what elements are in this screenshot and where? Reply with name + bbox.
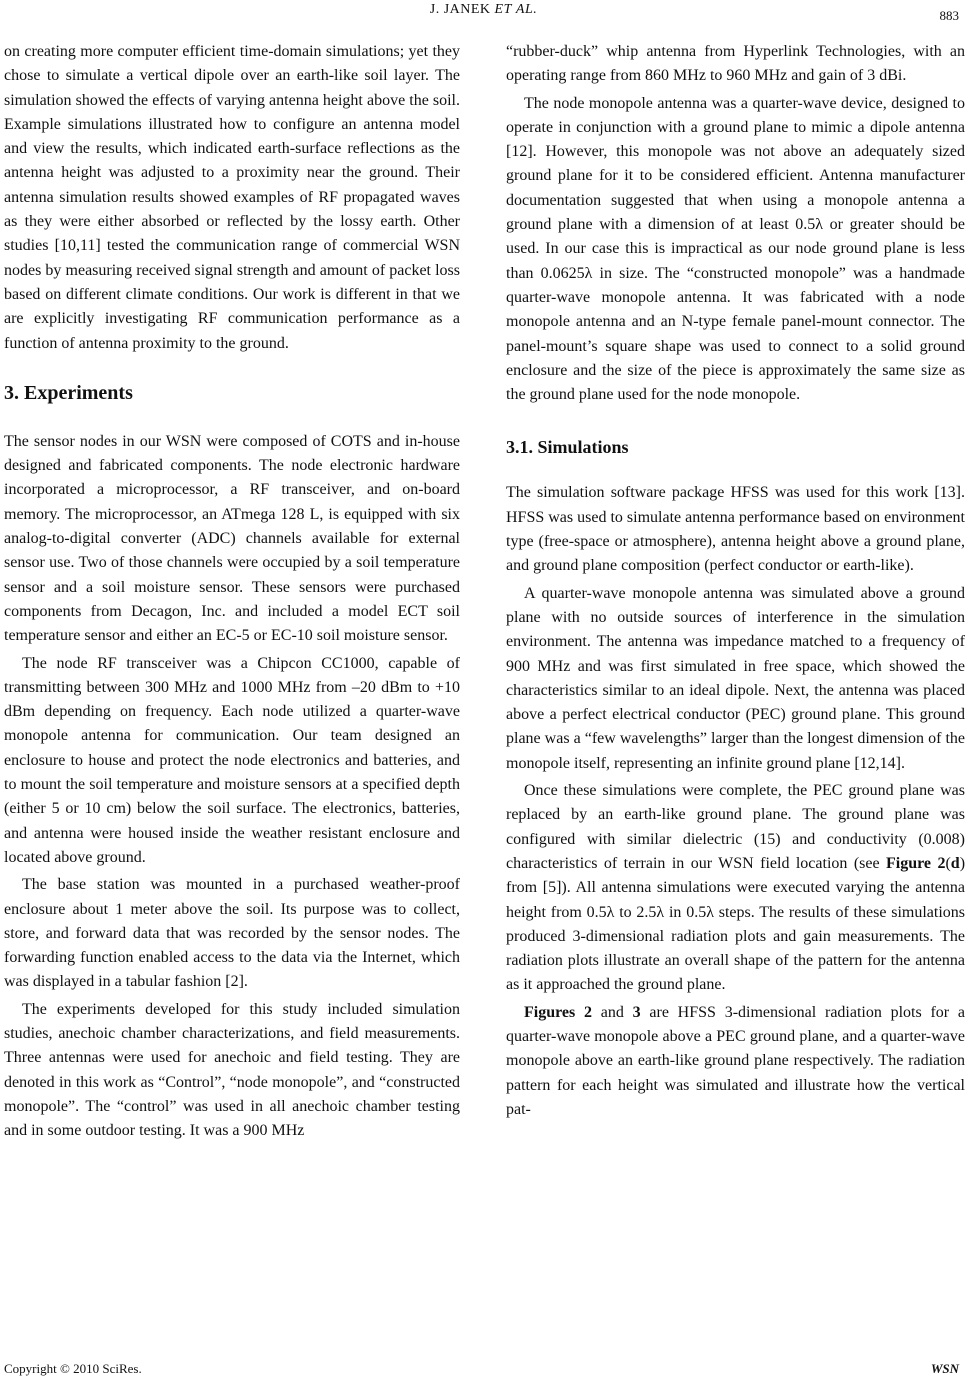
running-head: [0, 2, 967, 24]
p5-text-a: Once these simulations were complete, the PEC ground plane was replaced by an earth-like ground plane. The ground plane was configured with similar dielectric (15) and conductivity (0.008) characteristics of terrain in our WSN field location (see: [506, 782, 965, 872]
page-number: 883: [939, 8, 959, 23]
section-heading-experiments: 3. Experiments: [4, 381, 133, 404]
p5-text-c: ) from [5]). All antenna simulations were executed varying the antenna height from 0.5λ to 2.5λ in 0.5λ steps. The results of these simulations produced 3-dimensional radiation plots and gain measurements. The radiation plots illustrate an overall shape of the pattern for the antenna as it approached the ground plane.: [506, 854, 966, 994]
copyright-notice: Copyright © 2010 SciRes.: [4, 1361, 142, 1376]
right-paragraph-2: The node monopole antenna was a quarter-wave device, designed to operate in conjunction with a ground plane to mimic a dipole antenna [12]. However, this monopole was not above an adequately sized ground plane for it to be considered efficient. Antenna manufacturer documentation suggested that when using a monopole antenna a ground plane with a dimension of at least 0.5λ or greater should be used. In our case this is impractical as our node ground plane is less than 0.0625λ in size. The “constructed monopole” was a handmade quarter-wave monopole antenna. It was fabricated with a node monopole antenna and an N-type female panel-mount connector. The panel-mount’s square shape was used to connect to a solid ground enclosure and the size of the piece is approximately the same size as the ground plane used for the node monopole.: [506, 94, 965, 404]
authors-name: J. JANEK: [429, 2, 491, 17]
authors-et: ET: [494, 2, 512, 17]
right-paragraph-1: “rubber-duck” whip antenna from Hyperlink Technologies, with an operating range from 860 MHz to 960 MHz and gain of 3 dBi.: [506, 43, 965, 85]
left-paragraph-2: The sensor nodes in our WSN were composed of COTS and in-house designed and fabricated components. The node electronic hardware incorporated a microprocessor, a RF transceiver, and on-board memory. The microprocessor, an ATmega 128 L, is equipped with six analog-to-digital converter (ADC) channels available for external sensor use. Two of those channels were occupied by a soil temperature sensor and a soil moisture sensor. These sensors were purchased components from Decagon, Inc. and included a model ECT soil temperature sensor and either an EC-5 or EC-10 soil moisture sensor.: [4, 432, 460, 645]
right-paragraph-5: [506, 779, 965, 998]
p5-paren-open: (: [945, 854, 951, 872]
figure-3-reference: 3: [632, 1003, 641, 1021]
left-paragraph-3: The node RF transceiver was a Chipcon CC1000, capable of transmitting between 300 MHz and 1000 MHz from –20 dBm to +10 dBm depending on frequency. Each node utilized a quarter-wave monopole antenna for communication. Our team designed an enclosure to house and protect the node electronics and batteries, and to mount the soil temperature and moisture sensors at a specified depth (either 5 or 10 cm) below the soil surface. The electronics, batteries, and antenna were housed inside the weather resistant enclosure and located above ground.: [4, 654, 460, 866]
figures-2-reference: Figures 2: [524, 1003, 593, 1021]
right-paragraph-4: A quarter-wave monopole antenna was simulated above a ground plane with no outside sources of interference in the simulation environment. The antenna was impedance matched to a frequency of 900 MHz and was first simulated in free space, which showed the characteristics similar to an ideal dipole. Next, the antenna was placed above a perfect electrical conductor (PEC) ground plane. This ground plane was a “few wavelengths” larger than the longest dimension of the monopole itself, representing an infinite ground plane [12,14].: [506, 584, 965, 772]
p6-and: and: [592, 1003, 633, 1021]
right-paragraph-6: [506, 1001, 965, 1122]
left-paragraph-1: on creating more computer efficient time-domain simulations; yet they chose to simulate a vertical dipole over an earth-like soil layer. The simulation showed the effects of varying antenna height above the soil. Example simulations illustrated how to configure an antenna model and view the results, which indicated earth-surface reflections as the antenna height was adjusted to a proximity near the ground. Their antenna simulation results showed examples of RF propagated waves as they were either absorbed or reflected by the lossy earth. Other studies [10,11] tested the communication range of commercial WSN nodes by measuring received signal strength and amount of packet loss based on different climate conditions. Our work is different in that we are explicitly investigating RF communication performance as a function of antenna proximity to the ground.: [4, 43, 460, 352]
right-column: [506, 40, 965, 1125]
left-paragraph-5: The experiments developed for this study included simulation studies, anechoic chamber characterizations, and field measurements. Three antennas were used for anechoic and field testing. They are denoted in this work as “Control”, “node monopole”, and “constructed monopole”. The “control” was used in all anechoic chamber testing and in some outdoor testing. It was a 900 MHz: [4, 1000, 460, 1140]
authors-al: AL.: [515, 2, 538, 17]
running-head-authors: [0, 2, 967, 18]
figure-2d-subpanel: d: [950, 854, 960, 872]
left-column: [4, 40, 460, 1146]
subsection-heading-simulations: 3.1. Simulations: [506, 437, 629, 458]
p6-text: are HFSS 3-dimensional radiation plots for a quarter-wave monopole above a PEC ground plane, and a quarter-wave monopole above an earth-like ground plane respectively. The radiation pattern for each height was simulated and illustrate how the vertical pat-: [506, 1003, 965, 1118]
right-paragraph-3: The simulation software package HFSS was used for this work [13]. HFSS was used to simulate antenna performance based on environment type (free-space or atmosphere), antenna height above a ground plane, and ground plane composition (perfect conductor or earth-like).: [506, 484, 965, 575]
left-paragraph-4: The base station was mounted in a purchased weather-proof enclosure about 1 meter above the soil. Its purpose was to collect, store, and forward data that was recorded by the sensor nodes. The forwarding function enabled access to the data via the Internet, which was displayed in a tabular fashion [2].: [4, 876, 460, 991]
figure-2-reference: Figure 2: [886, 854, 946, 872]
journal-name: WSN: [930, 1361, 959, 1376]
